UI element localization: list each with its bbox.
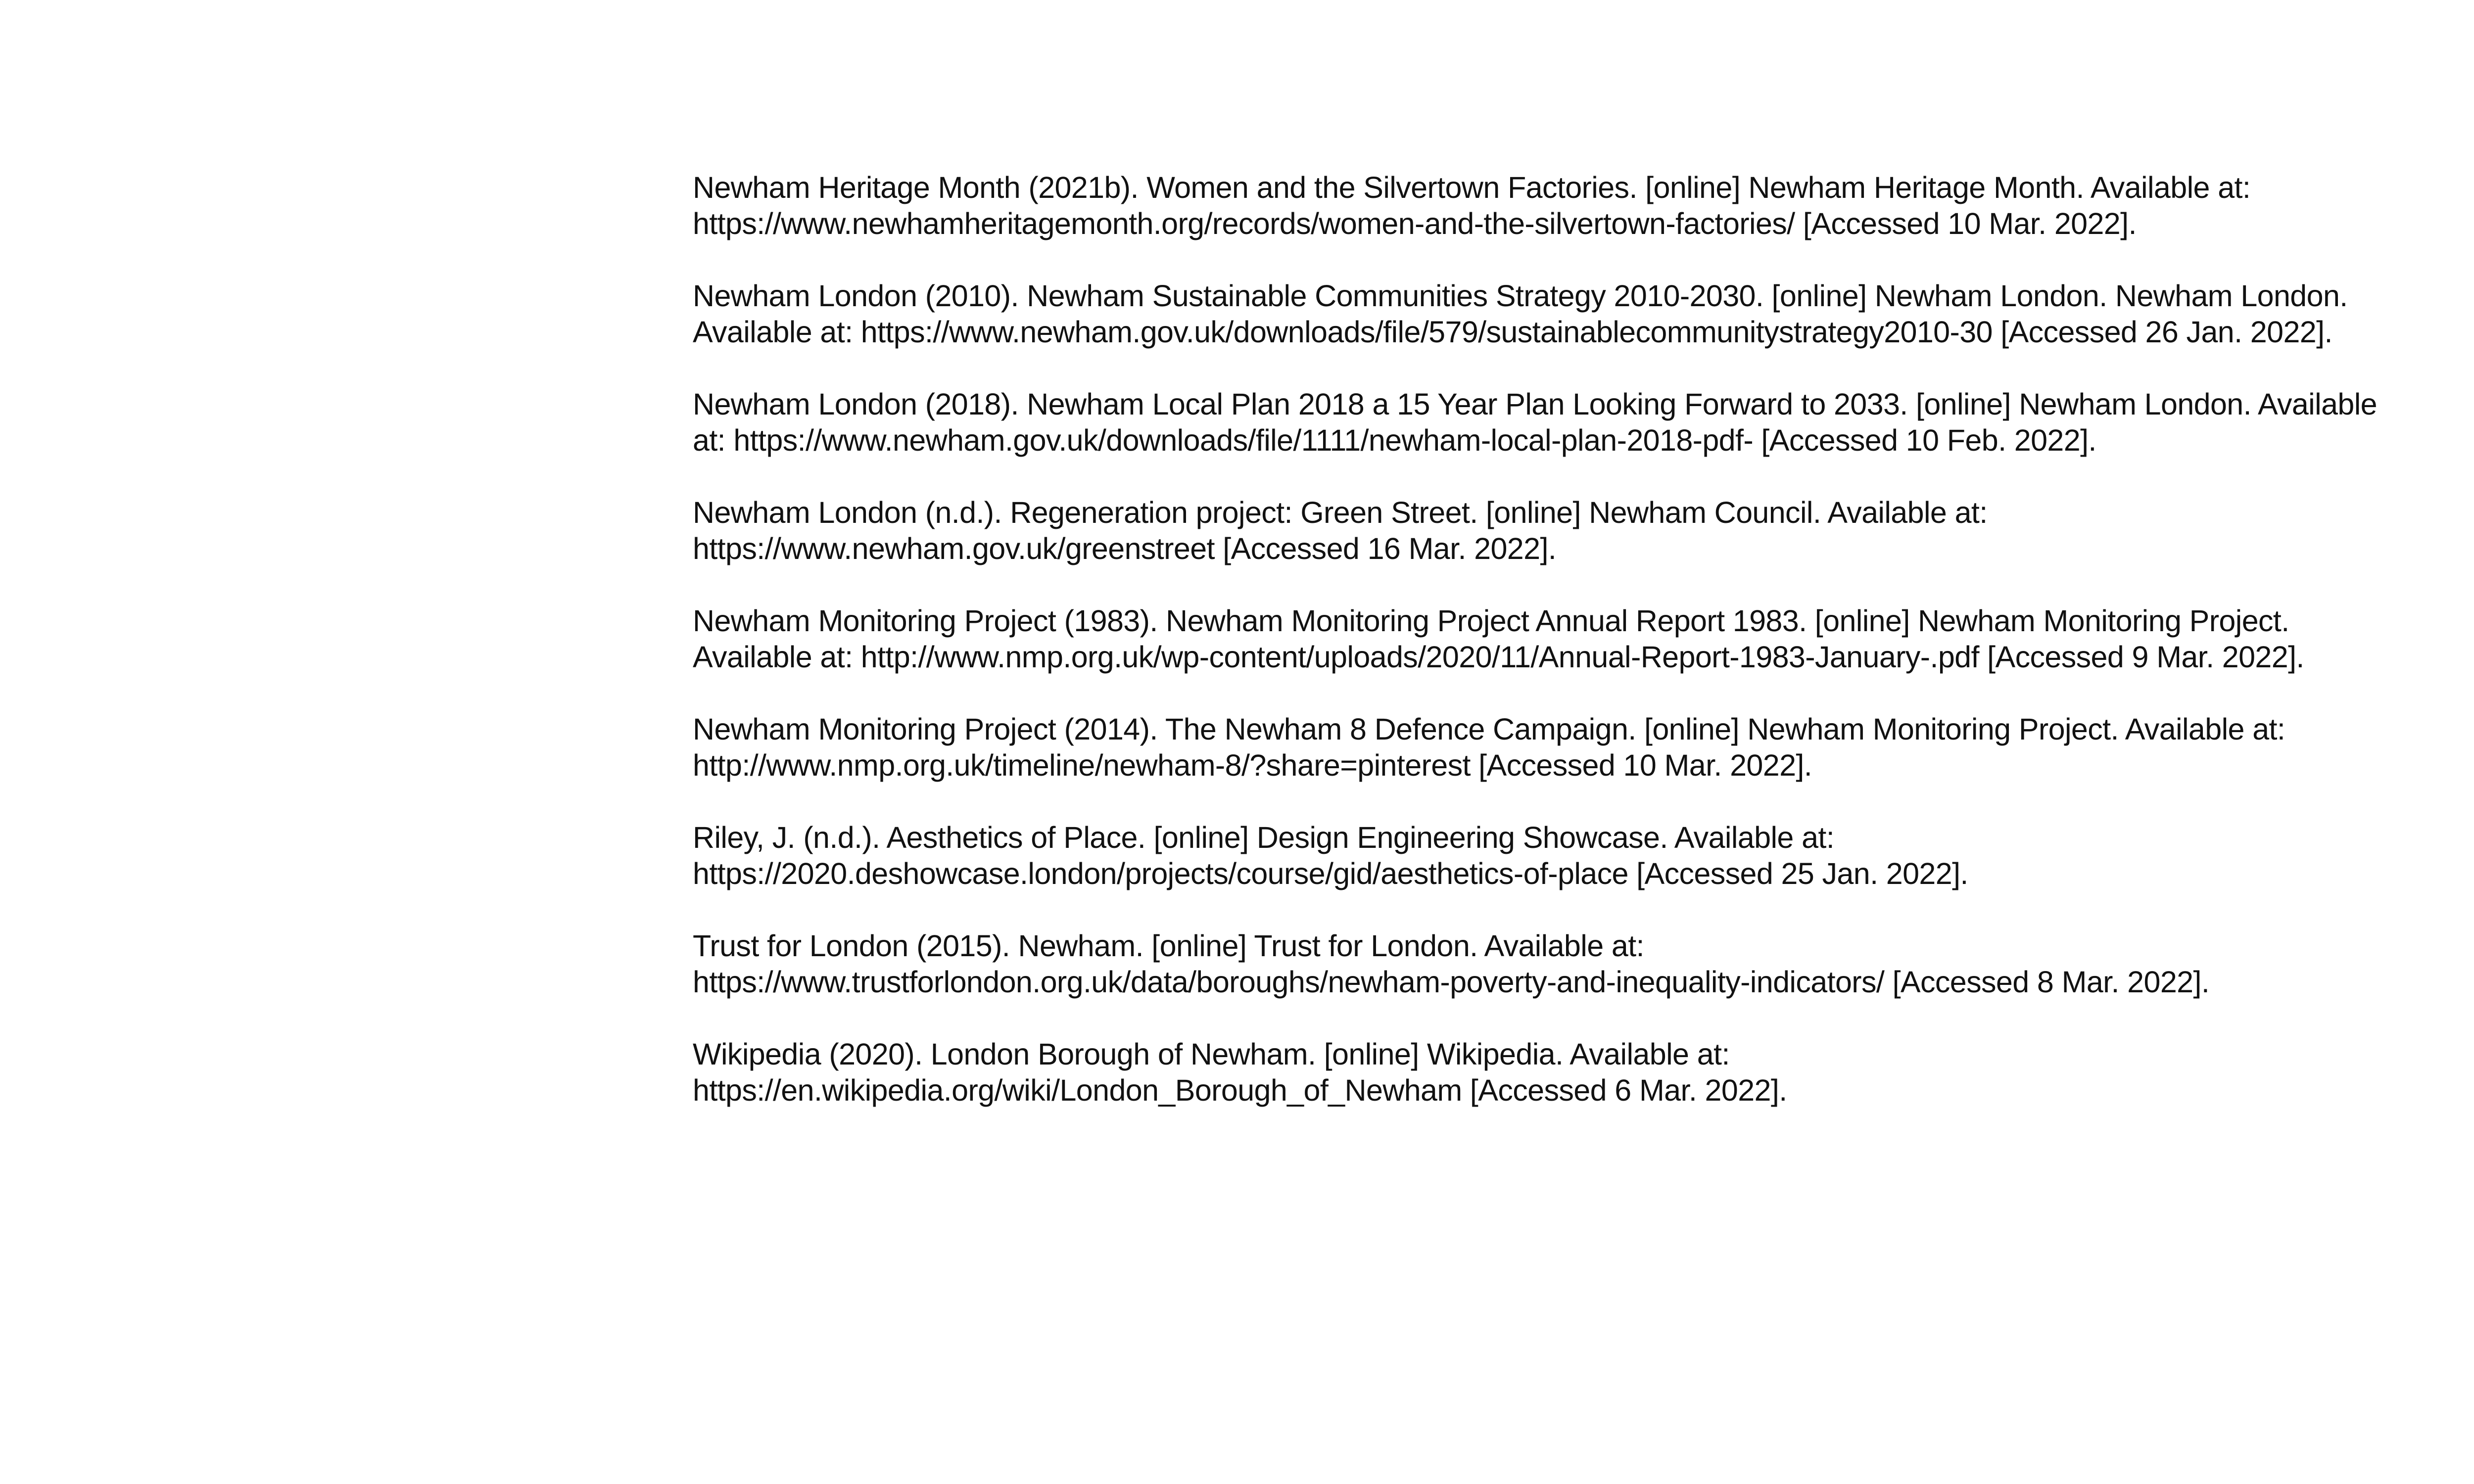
reference-item-riley-nd — [693, 820, 2474, 892]
reference-line-1: Newham Heritage Month (2021b). Women and the Silvertown Factories. [online] Newham Heritage Month. Available at: — [693, 171, 2251, 204]
reference-line-1: Riley, J. (n.d.). Aesthetics of Place. [online] Design Engineering Showcase. Available at: — [693, 821, 1835, 854]
reference-item-newham-london-2018 — [693, 386, 2474, 459]
reference-list — [693, 170, 2474, 1145]
reference-item-wikipedia-2020 — [693, 1036, 2474, 1109]
reference-item-newham-monitoring-project-2014 — [693, 711, 2474, 784]
reference-line-1: Newham Monitoring Project (2014). The Newham 8 Defence Campaign. [online] Newham Monitoring Project. Available at: — [693, 712, 2285, 746]
reference-line-2: Available at: https://www.newham.gov.uk/downloads/file/579/sustainablecommunitystrategy2010-30 [Accessed 26 Jan. 2022]. — [693, 315, 2332, 349]
reference-line-2: at: https://www.newham.gov.uk/downloads/file/1111/newham-local-plan-2018-pdf- [Accessed 10 Feb. 2022]. — [693, 423, 2096, 457]
reference-line-2: https://www.newham.gov.uk/greenstreet [Accessed 16 Mar. 2022]. — [693, 532, 1557, 565]
reference-line-2: https://en.wikipedia.org/wiki/London_Borough_of_Newham [Accessed 6 Mar. 2022]. — [693, 1073, 1787, 1107]
reference-line-1: Newham Monitoring Project (1983). Newham Monitoring Project Annual Report 1983. [online] Newham Monitoring Project. — [693, 604, 2289, 638]
reference-line-2: https://www.trustforlondon.org.uk/data/boroughs/newham-poverty-and-inequality-indicators/ [Accessed 8 Mar. 2022]. — [693, 965, 2210, 999]
reference-line-1: Trust for London (2015). Newham. [online] Trust for London. Available at: — [693, 929, 1644, 963]
reference-item-newham-heritage-month-2021b — [693, 170, 2474, 242]
reference-item-newham-london-2010 — [693, 278, 2474, 350]
reference-line-1: Newham London (2018). Newham Local Plan 2018 a 15 Year Plan Looking Forward to 2033. [online] Newham London. Available — [693, 387, 2377, 421]
reference-line-1: Wikipedia (2020). London Borough of Newham. [online] Wikipedia. Available at: — [693, 1037, 1730, 1071]
reference-line-1: Newham London (n.d.). Regeneration project: Green Street. [online] Newham Council. Available at: — [693, 496, 1988, 529]
reference-line-2: https://2020.deshowcase.london/projects/course/gid/aesthetics-of-place [Accessed 25 Jan. 2022]. — [693, 857, 1968, 890]
reference-item-newham-london-nd — [693, 495, 2474, 567]
reference-item-newham-monitoring-project-1983 — [693, 603, 2474, 675]
reference-line-1: Newham London (2010). Newham Sustainable Communities Strategy 2010-2030. [online] Newham London. Newham London. — [693, 279, 2348, 313]
reference-line-2: http://www.nmp.org.uk/timeline/newham-8/?share=pinterest [Accessed 10 Mar. 2022]. — [693, 748, 1812, 782]
reference-line-2: Available at: http://www.nmp.org.uk/wp-content/uploads/2020/11/Annual-Report-1983-January-.pdf [Accessed 9 Mar. 2022]. — [693, 640, 2304, 674]
reference-line-2: https://www.newhamheritagemonth.org/records/women-and-the-silvertown-factories/ [Accessed 10 Mar. 2022]. — [693, 207, 2137, 240]
reference-item-trust-for-london-2015 — [693, 928, 2474, 1000]
